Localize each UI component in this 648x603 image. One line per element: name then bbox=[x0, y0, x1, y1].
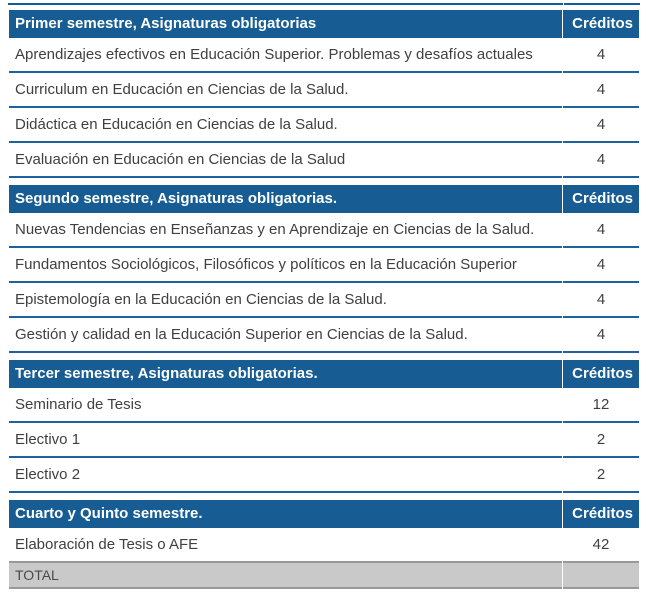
section-header-row bbox=[9, 360, 639, 388]
course-row bbox=[9, 423, 639, 458]
course-credits-cell: 4 bbox=[563, 248, 639, 283]
course-row bbox=[9, 318, 639, 353]
table-top-rule bbox=[8, 3, 640, 5]
course-name-cell: Curriculum en Educación en Ciencias de la Salud. bbox=[9, 73, 562, 108]
course-credits-cell: 4 bbox=[563, 73, 639, 108]
course-row bbox=[9, 108, 639, 143]
section-header-row bbox=[9, 10, 639, 38]
course-credits-cell: 4 bbox=[563, 108, 639, 143]
course-row bbox=[9, 73, 639, 108]
semester-section-1 bbox=[8, 10, 640, 178]
top-rule-right-segment bbox=[564, 3, 640, 5]
course-name-cell: Epistemología en la Educación en Ciencias de la Salud. bbox=[9, 283, 562, 318]
course-row bbox=[9, 248, 639, 283]
course-name-cell: Nuevas Tendencias en Enseñanzas y en Aprendizaje en Ciencias de la Salud. bbox=[9, 213, 562, 248]
course-name-cell: Gestión y calidad en la Educación Superior en Ciencias de la Salud. bbox=[9, 318, 562, 353]
course-row bbox=[9, 388, 639, 423]
credits-column-header: Créditos bbox=[563, 500, 639, 528]
section-title: Tercer semestre, Asignaturas obligatorias. bbox=[9, 360, 562, 388]
course-credits-cell: 4 bbox=[563, 213, 639, 248]
section-title: Segundo semestre, Asignaturas obligatorias. bbox=[9, 185, 562, 213]
course-credits-cell: 4 bbox=[563, 283, 639, 318]
total-row bbox=[9, 561, 639, 589]
course-name-cell: Didáctica en Educación en Ciencias de la Salud. bbox=[9, 108, 562, 143]
course-name-cell: Fundamentos Sociológicos, Filosóficos y políticos en la Educación Superior bbox=[9, 248, 562, 283]
course-name-cell: Seminario de Tesis bbox=[9, 388, 562, 423]
course-row bbox=[9, 143, 639, 178]
course-name-cell: Electivo 2 bbox=[9, 458, 562, 493]
course-name-cell: Electivo 1 bbox=[9, 423, 562, 458]
section-title: Cuarto y Quinto semestre. bbox=[9, 500, 562, 528]
course-name-cell: Aprendizajes efectivos en Educación Superior. Problemas y desafíos actuales bbox=[9, 38, 562, 73]
section-title: Primer semestre, Asignaturas obligatorias bbox=[9, 10, 562, 38]
course-name-cell: Elaboración de Tesis o AFE bbox=[9, 528, 562, 561]
course-credits-cell: 42 bbox=[563, 528, 639, 561]
course-name-cell: Evaluación en Educación en Ciencias de la Salud bbox=[9, 143, 562, 178]
semester-section-4 bbox=[8, 500, 640, 589]
semester-section-2 bbox=[8, 185, 640, 353]
section-header-row bbox=[9, 500, 639, 528]
course-credits-cell: 12 bbox=[563, 388, 639, 423]
course-row bbox=[9, 283, 639, 318]
credits-column-header: Créditos bbox=[563, 185, 639, 213]
total-label-cell: TOTAL bbox=[9, 561, 562, 589]
course-credits-cell: 2 bbox=[563, 423, 639, 458]
course-credits-cell: 4 bbox=[563, 318, 639, 353]
course-credits-cell: 2 bbox=[563, 458, 639, 493]
section-header-row bbox=[9, 185, 639, 213]
total-credits-cell bbox=[563, 561, 639, 589]
course-row bbox=[9, 458, 639, 493]
course-row bbox=[9, 38, 639, 73]
credits-column-header: Créditos bbox=[563, 360, 639, 388]
top-rule-left-segment bbox=[8, 3, 563, 5]
course-row bbox=[9, 213, 639, 248]
course-row bbox=[9, 528, 639, 561]
credits-column-header: Créditos bbox=[563, 10, 639, 38]
course-credits-cell: 4 bbox=[563, 38, 639, 73]
course-credits-cell: 4 bbox=[563, 143, 639, 178]
semester-section-3 bbox=[8, 360, 640, 493]
